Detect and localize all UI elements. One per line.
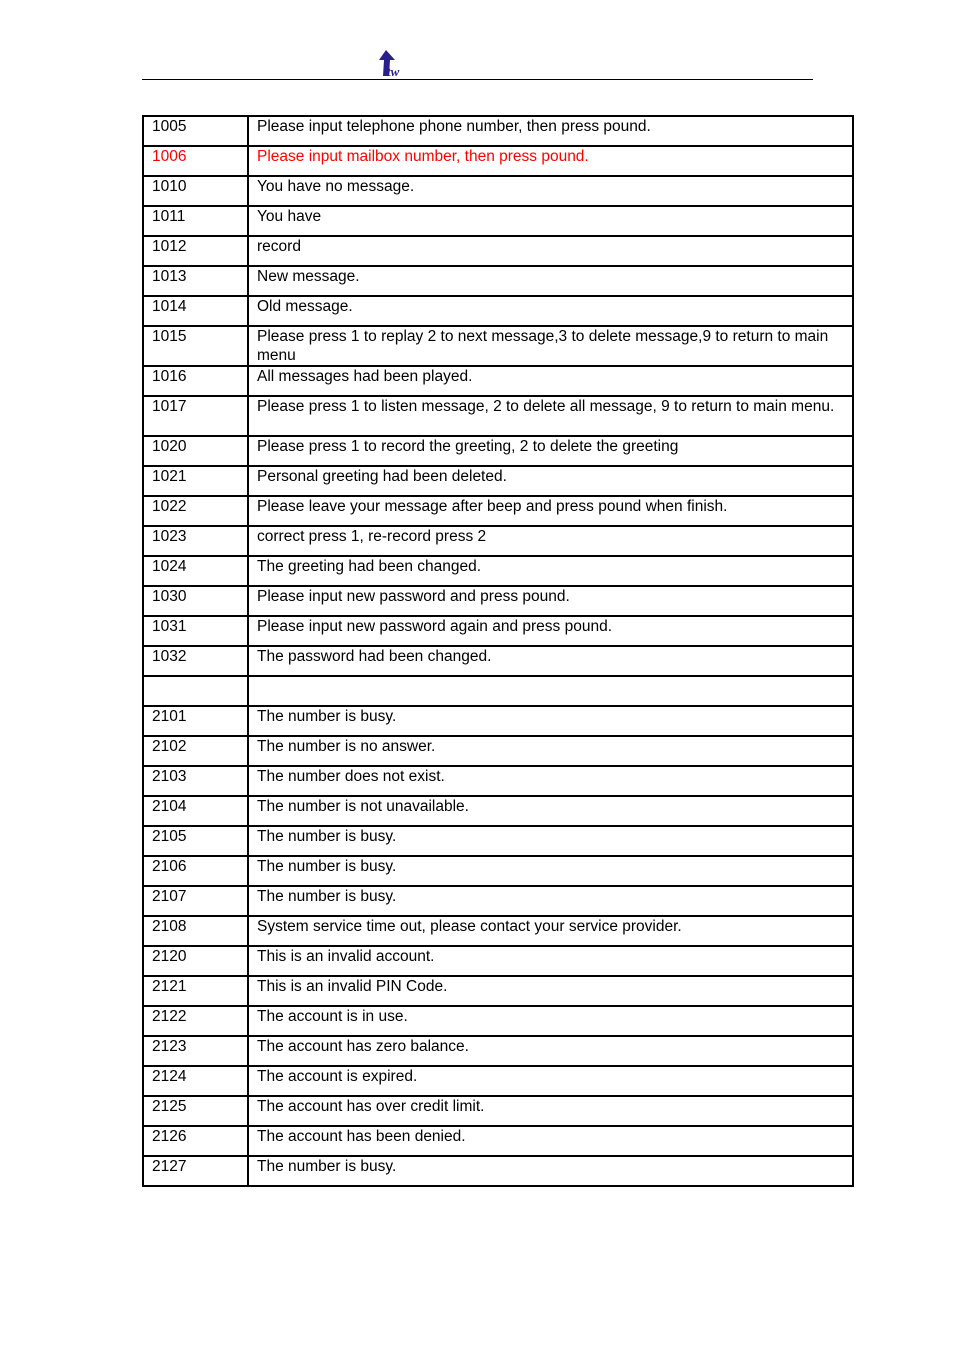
table-row [143,736,853,766]
table-row [143,706,853,736]
code-cell: 1012 [143,236,248,266]
message-cell: New message. [248,266,853,296]
table-row [143,206,853,236]
message-cell: The account is expired. [248,1066,853,1096]
code-cell: 2108 [143,916,248,946]
message-cell: You have no message. [248,176,853,206]
message-cell: This is an invalid account. [248,946,853,976]
message-cell: The number is busy. [248,886,853,916]
message-cell: Please input mailbox number, then press pound. [248,146,853,176]
code-cell: 1010 [143,176,248,206]
code-cell: 2121 [143,976,248,1006]
table-row [143,676,853,706]
table-row [143,1126,853,1156]
message-cell: The account has over credit limit. [248,1096,853,1126]
code-cell: 1024 [143,556,248,586]
code-cell: 1005 [143,116,248,146]
code-table-body [143,116,853,1186]
message-cell: Please input new password again and press pound. [248,616,853,646]
table-row [143,396,853,436]
code-cell: 2126 [143,1126,248,1156]
message-cell: You have [248,206,853,236]
code-cell: 1006 [143,146,248,176]
code-cell: 1011 [143,206,248,236]
code-cell: 2102 [143,736,248,766]
message-cell: This is an invalid PIN Code. [248,976,853,1006]
code-cell: 1014 [143,296,248,326]
code-cell: 2127 [143,1156,248,1186]
table-row [143,916,853,946]
message-cell: The account is in use. [248,1006,853,1036]
table-row [143,946,853,976]
message-cell: The account has been denied. [248,1126,853,1156]
code-cell: 2106 [143,856,248,886]
message-cell: Please press 1 to record the greeting, 2 to delete the greeting [248,436,853,466]
table-row [143,326,853,366]
code-cell: 2123 [143,1036,248,1066]
message-cell: The number is no answer. [248,736,853,766]
code-cell: 1022 [143,496,248,526]
table-row [143,266,853,296]
code-cell: 2120 [143,946,248,976]
code-cell: 1016 [143,366,248,396]
code-cell: 1017 [143,396,248,436]
code-cell: 2125 [143,1096,248,1126]
code-cell: 1020 [143,436,248,466]
table-row [143,586,853,616]
table-row [143,236,853,266]
code-cell: 1021 [143,466,248,496]
table-row [143,526,853,556]
message-cell: Please press 1 to listen message, 2 to delete all message, 9 to return to main menu. [248,396,853,436]
message-cell: The number is not unavailable. [248,796,853,826]
table-row [143,1156,853,1186]
code-cell: 1015 [143,326,248,366]
message-cell: correct press 1, re-record press 2 [248,526,853,556]
header-divider [142,79,813,80]
tw-arrow-logo-icon [376,49,406,77]
table-row [143,466,853,496]
table-row [143,116,853,146]
message-cell: The number is busy. [248,826,853,856]
message-cell: The number is busy. [248,1156,853,1186]
code-cell: 1023 [143,526,248,556]
message-cell: The password had been changed. [248,646,853,676]
code-cell: 2124 [143,1066,248,1096]
message-cell [248,676,853,706]
code-cell: 2105 [143,826,248,856]
svg-text:tw: tw [387,64,400,77]
table-row [143,176,853,206]
table-row [143,826,853,856]
code-cell: 1013 [143,266,248,296]
table-row [143,1006,853,1036]
message-cell: The greeting had been changed. [248,556,853,586]
code-cell: 2122 [143,1006,248,1036]
table-row [143,646,853,676]
message-cell: Please input telephone phone number, then press pound. [248,116,853,146]
table-row [143,496,853,526]
message-cell: Old message. [248,296,853,326]
table-row [143,1036,853,1066]
code-cell: 1031 [143,616,248,646]
message-cell: The number does not exist. [248,766,853,796]
table-row [143,1066,853,1096]
table-row [143,296,853,326]
message-cell: record [248,236,853,266]
message-cell: Please input new password and press pound. [248,586,853,616]
message-cell: The account has zero balance. [248,1036,853,1066]
table-row [143,1096,853,1126]
code-cell: 1032 [143,646,248,676]
table-row [143,436,853,466]
table-row [143,146,853,176]
table-row [143,766,853,796]
table-row [143,616,853,646]
table-row [143,856,853,886]
message-cell: Personal greeting had been deleted. [248,466,853,496]
table-row [143,976,853,1006]
table-row [143,556,853,586]
table-row [143,796,853,826]
code-cell: 2103 [143,766,248,796]
code-cell [143,676,248,706]
message-cell: System service time out, please contact your service provider. [248,916,853,946]
message-cell: All messages had been played. [248,366,853,396]
code-cell: 2104 [143,796,248,826]
page-header [142,44,813,81]
code-cell: 2107 [143,886,248,916]
message-cell: Please leave your message after beep and press pound when finish. [248,496,853,526]
code-cell: 2101 [143,706,248,736]
table-row [143,366,853,396]
voice-prompt-code-table [142,115,854,1187]
code-cell: 1030 [143,586,248,616]
message-cell: Please press 1 to replay 2 to next message,3 to delete message,9 to return to main menu [248,326,853,366]
message-cell: The number is busy. [248,856,853,886]
message-cell: The number is busy. [248,706,853,736]
table-row [143,886,853,916]
